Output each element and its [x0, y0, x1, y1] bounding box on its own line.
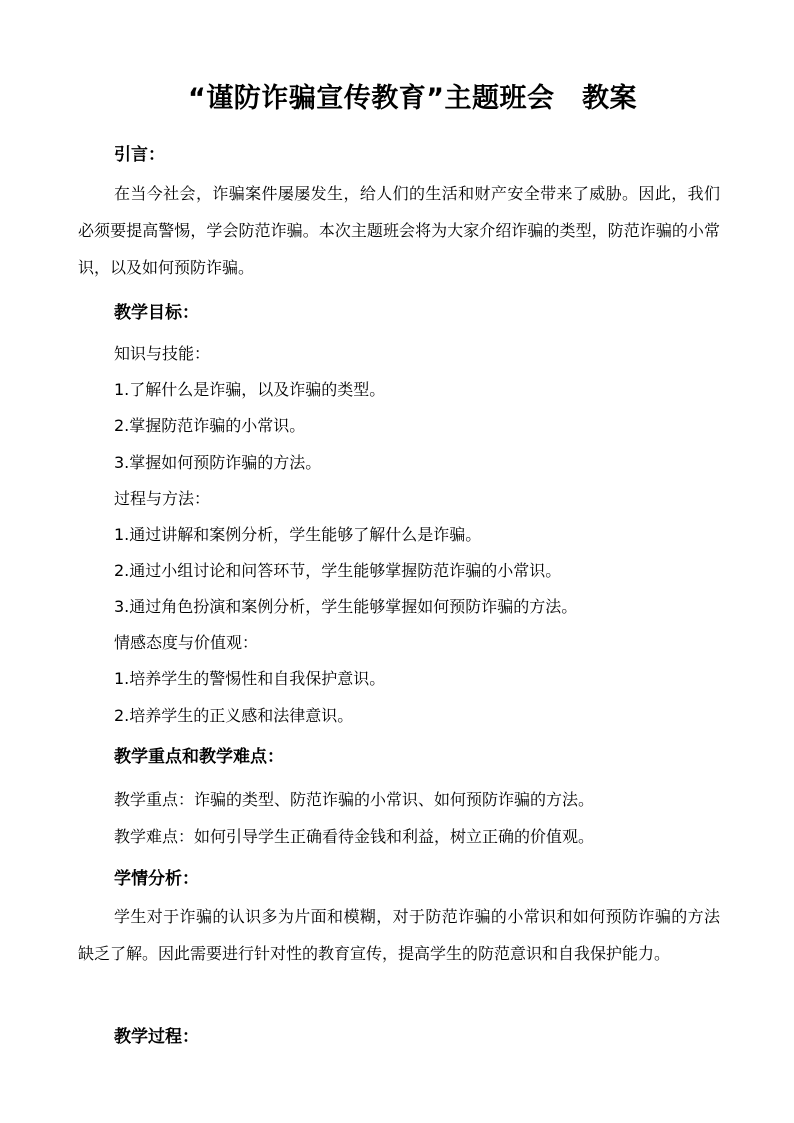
knowledge-item: 1.了解什么是诈骗，以及诈骗的类型。 [114, 380, 386, 399]
process-item: 2.通过小组讨论和问答环节，学生能够掌握防范诈骗的小常识。 [114, 561, 562, 580]
emotion-label: 情感态度与价值观： [114, 633, 259, 652]
knowledge-item: 2.掌握防范诈骗的小常识。 [114, 416, 306, 435]
knowledge-label: 知识与技能： [114, 344, 211, 363]
knowledge-item: 3.掌握如何预防诈骗的方法。 [114, 453, 322, 472]
emotion-item: 2.培养学生的正义感和法律意识。 [114, 706, 354, 725]
teaching-focus: 教学重点：诈骗的类型、防范诈骗的小常识、如何预防诈骗的方法。 [114, 790, 595, 809]
analysis-paragraph: 学生对于诈骗的认识多为片面和模糊，对于防范诈骗的小常识和如何预防诈骗的方法缺乏了解。因此需要进行针对性的教育宣传，提高学生的防范意识和自我保护能力。 [78, 907, 720, 963]
process-item: 3.通过角色扮演和案例分析，学生能够掌握如何预防诈骗的方法。 [114, 597, 578, 616]
intro-heading: 引言： [114, 145, 165, 165]
key-points-heading: 教学重点和教学难点： [114, 747, 284, 767]
emotion-item: 1.培养学生的警惕性和自我保护意识。 [114, 669, 386, 688]
goals-heading: 教学目标： [114, 303, 199, 323]
process-heading: 教学过程： [114, 1027, 199, 1047]
process-item: 1.通过讲解和案例分析，学生能够了解什么是诈骗。 [114, 525, 482, 544]
document-title: “谨防诈骗宣传教育”主题班会 教案 [188, 83, 637, 114]
process-label: 过程与方法： [114, 489, 211, 508]
teaching-difficulty: 教学难点：如何引导学生正确看待金钱和利益，树立正确的价值观。 [114, 827, 595, 846]
intro-paragraph: 在当今社会，诈骗案件屡屡发生，给人们的生活和财产安全带来了威胁。因此，我们必须要提高警惕，学会防范诈骗。本次主题班会将为大家介绍诈骗的类型，防范诈骗的小常识，以及如何预防诈骗。 [78, 184, 720, 277]
analysis-heading: 学情分析： [114, 869, 199, 889]
